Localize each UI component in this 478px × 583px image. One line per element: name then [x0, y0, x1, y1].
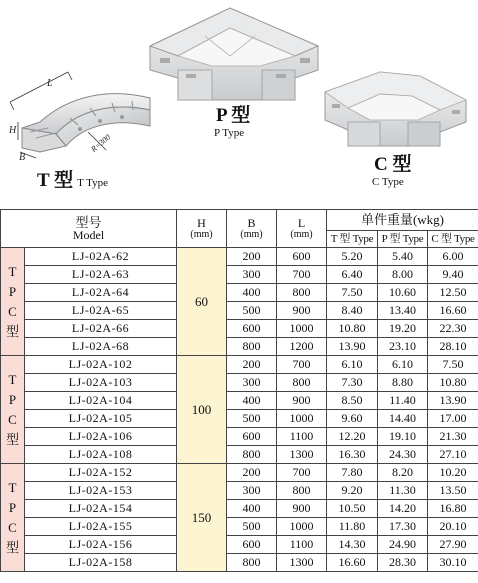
- header-h-label: H: [197, 215, 206, 230]
- cell-weight-t: 9.60: [327, 410, 378, 428]
- cell-l: 1300: [277, 554, 327, 572]
- t-type-caption-en: T Type: [77, 177, 108, 189]
- cell-l: 1000: [277, 410, 327, 428]
- cell-h-value: 100: [177, 356, 227, 464]
- cell-weight-c: 22.30: [428, 320, 478, 338]
- cell-model: LJ-02A-154: [25, 500, 177, 518]
- c-type-cross-illustration: [325, 72, 466, 146]
- cell-model: LJ-02A-105: [25, 410, 177, 428]
- cell-weight-c: 9.40: [428, 266, 478, 284]
- table-row: [1, 284, 478, 302]
- cell-weight-p: 14.40: [378, 410, 428, 428]
- table-row: [1, 500, 478, 518]
- cell-l: 700: [277, 464, 327, 482]
- table-row: [1, 302, 478, 320]
- cell-model: LJ-02A-64: [25, 284, 177, 302]
- cell-b: 500: [227, 410, 277, 428]
- cell-l: 900: [277, 302, 327, 320]
- cell-b: 800: [227, 554, 277, 572]
- cell-weight-c: 13.90: [428, 392, 478, 410]
- group-type-char: C: [8, 303, 17, 319]
- header-l-unit: (mm): [290, 228, 313, 240]
- cell-l: 700: [277, 266, 327, 284]
- cell-l: 1100: [277, 428, 327, 446]
- cell-weight-p: 24.90: [378, 536, 428, 554]
- table-row: [1, 410, 478, 428]
- group-type-char: P: [8, 499, 17, 515]
- header-model-cn: 型号: [75, 214, 102, 230]
- c-type-caption: [374, 149, 411, 188]
- table-row: [1, 446, 478, 464]
- spec-table: [0, 209, 478, 572]
- group-type-char: T: [8, 479, 17, 495]
- cell-weight-c: 6.00: [428, 248, 478, 266]
- cell-model: LJ-02A-103: [25, 374, 177, 392]
- cell-weight-c: 30.10: [428, 554, 478, 572]
- cell-l: 1200: [277, 338, 327, 356]
- group-type-char: T: [8, 263, 17, 279]
- cell-weight-t: 11.80: [327, 518, 378, 536]
- table-row: [1, 464, 478, 482]
- table-row: [1, 248, 478, 266]
- cell-weight-p: 23.10: [378, 338, 428, 356]
- cell-weight-t: 6.10: [327, 356, 378, 374]
- cell-weight-p: 19.10: [378, 428, 428, 446]
- header-l-label: L: [297, 215, 306, 230]
- cell-l: 600: [277, 248, 327, 266]
- cell-b: 300: [227, 266, 277, 284]
- group-type-char: P: [8, 283, 17, 299]
- header-l: [277, 210, 327, 248]
- header-weight: 单件重量(wkg): [327, 210, 478, 231]
- cell-weight-c: 13.50: [428, 482, 478, 500]
- cell-b: 600: [227, 536, 277, 554]
- table-row: [1, 554, 478, 572]
- cell-weight-c: 27.90: [428, 536, 478, 554]
- cell-model: LJ-02A-106: [25, 428, 177, 446]
- cell-weight-p: 13.40: [378, 302, 428, 320]
- dim-label-h: H: [9, 125, 17, 136]
- cell-b: 500: [227, 302, 277, 320]
- cell-weight-c: 28.10: [428, 338, 478, 356]
- cell-weight-t: 13.90: [327, 338, 378, 356]
- t-type-caption-cn: T 型: [37, 170, 74, 191]
- cell-weight-c: 16.80: [428, 500, 478, 518]
- cell-weight-t: 8.50: [327, 392, 378, 410]
- cell-l: 1300: [277, 446, 327, 464]
- cell-model: LJ-02A-62: [25, 248, 177, 266]
- cell-model: LJ-02A-68: [25, 338, 177, 356]
- cell-model: LJ-02A-155: [25, 518, 177, 536]
- cell-weight-c: 20.10: [428, 518, 478, 536]
- cell-weight-t: 6.40: [327, 266, 378, 284]
- cell-model: LJ-02A-66: [25, 320, 177, 338]
- group-type-char: 型: [5, 539, 19, 555]
- cell-weight-t: 14.30: [327, 536, 378, 554]
- cell-model: LJ-02A-102: [25, 356, 177, 374]
- t-type-elbow-illustration: [10, 72, 150, 158]
- cell-weight-p: 24.30: [378, 446, 428, 464]
- cell-weight-t: 7.50: [327, 284, 378, 302]
- header-c-type: C 型 Type: [428, 231, 478, 248]
- dim-label-r: R=300: [89, 132, 113, 154]
- table-row: [1, 518, 478, 536]
- cell-weight-t: 7.80: [327, 464, 378, 482]
- header-b-unit: (mm): [240, 228, 263, 240]
- cell-b: 800: [227, 446, 277, 464]
- group-type-label: [1, 464, 25, 572]
- dim-label-l: L: [47, 78, 53, 89]
- cell-weight-t: 9.20: [327, 482, 378, 500]
- cell-weight-p: 14.20: [378, 500, 428, 518]
- cell-model: LJ-02A-158: [25, 554, 177, 572]
- group-type-char: P: [8, 391, 17, 407]
- cell-l: 1100: [277, 536, 327, 554]
- cell-weight-p: 8.00: [378, 266, 428, 284]
- cell-b: 400: [227, 500, 277, 518]
- cell-b: 200: [227, 464, 277, 482]
- cell-weight-p: 17.30: [378, 518, 428, 536]
- cell-l: 900: [277, 500, 327, 518]
- cell-h-value: 150: [177, 464, 227, 572]
- cell-h-value: 60: [177, 248, 227, 356]
- cell-weight-p: 5.40: [378, 248, 428, 266]
- table-row: [1, 482, 478, 500]
- cell-b: 200: [227, 248, 277, 266]
- cell-l: 1000: [277, 518, 327, 536]
- cell-weight-t: 8.40: [327, 302, 378, 320]
- group-type-char: T: [8, 371, 17, 387]
- cell-l: 700: [277, 356, 327, 374]
- table-row: [1, 392, 478, 410]
- group-type-label: [1, 356, 25, 464]
- cell-l: 1000: [277, 320, 327, 338]
- table-row: [1, 374, 478, 392]
- cell-weight-p: 28.30: [378, 554, 428, 572]
- cell-weight-p: 8.80: [378, 374, 428, 392]
- group-type-label: [1, 248, 25, 356]
- cell-weight-p: 10.60: [378, 284, 428, 302]
- table-row: [1, 536, 478, 554]
- p-type-caption-cn: P 型: [216, 105, 251, 126]
- cell-weight-t: 10.50: [327, 500, 378, 518]
- header-b-label: B: [247, 215, 256, 230]
- group-type-char: 型: [5, 431, 19, 447]
- cell-weight-t: 5.20: [327, 248, 378, 266]
- cell-b: 300: [227, 374, 277, 392]
- cell-weight-t: 12.20: [327, 428, 378, 446]
- t-type-caption: [37, 165, 108, 192]
- cell-model: LJ-02A-153: [25, 482, 177, 500]
- cell-weight-c: 12.50: [428, 284, 478, 302]
- header-p-type: P 型 Type: [378, 231, 428, 248]
- cell-weight-t: 16.30: [327, 446, 378, 464]
- cell-weight-c: 17.00: [428, 410, 478, 428]
- cell-weight-t: 7.30: [327, 374, 378, 392]
- header-b: [227, 210, 277, 248]
- cell-weight-c: 10.20: [428, 464, 478, 482]
- cell-b: 600: [227, 320, 277, 338]
- cell-model: LJ-02A-156: [25, 536, 177, 554]
- cell-b: 200: [227, 356, 277, 374]
- table-row: [1, 320, 478, 338]
- p-type-tee-illustration: [150, 8, 318, 100]
- cell-model: LJ-02A-104: [25, 392, 177, 410]
- cell-weight-p: 19.20: [378, 320, 428, 338]
- cell-weight-p: 6.10: [378, 356, 428, 374]
- cell-weight-c: 10.80: [428, 374, 478, 392]
- cell-b: 300: [227, 482, 277, 500]
- spec-table-body: [1, 248, 478, 572]
- cell-b: 500: [227, 518, 277, 536]
- c-type-caption-cn: C 型: [374, 154, 412, 175]
- table-row: [1, 428, 478, 446]
- table-row: [1, 338, 478, 356]
- c-type-caption-en: C Type: [372, 176, 404, 188]
- cell-b: 600: [227, 428, 277, 446]
- table-row: [1, 266, 478, 284]
- header-t-type: T 型 Type: [327, 231, 378, 248]
- dim-label-b: B: [19, 152, 26, 163]
- cell-model: LJ-02A-152: [25, 464, 177, 482]
- cell-weight-t: 10.80: [327, 320, 378, 338]
- p-type-caption: [216, 100, 250, 139]
- cell-l: 800: [277, 482, 327, 500]
- cell-weight-p: 11.40: [378, 392, 428, 410]
- cell-model: LJ-02A-65: [25, 302, 177, 320]
- group-type-char: 型: [5, 323, 19, 339]
- cell-b: 800: [227, 338, 277, 356]
- cell-weight-c: 7.50: [428, 356, 478, 374]
- group-type-char: C: [8, 411, 17, 427]
- header-h: [177, 210, 227, 248]
- cell-weight-c: 27.10: [428, 446, 478, 464]
- cell-b: 400: [227, 284, 277, 302]
- cell-model: LJ-02A-108: [25, 446, 177, 464]
- cell-weight-c: 16.60: [428, 302, 478, 320]
- cell-weight-t: 16.60: [327, 554, 378, 572]
- p-type-caption-en: P Type: [214, 127, 245, 139]
- header-model-en: Model: [72, 227, 105, 242]
- cell-b: 400: [227, 392, 277, 410]
- cell-weight-c: 21.30: [428, 428, 478, 446]
- cell-weight-p: 8.20: [378, 464, 428, 482]
- group-type-char: C: [8, 519, 17, 535]
- cell-l: 800: [277, 374, 327, 392]
- table-row: [1, 356, 478, 374]
- cell-model: LJ-02A-63: [25, 266, 177, 284]
- cell-l: 800: [277, 284, 327, 302]
- cell-l: 900: [277, 392, 327, 410]
- header-h-unit: (mm): [190, 228, 213, 240]
- cell-weight-p: 11.30: [378, 482, 428, 500]
- header-model: [1, 210, 177, 248]
